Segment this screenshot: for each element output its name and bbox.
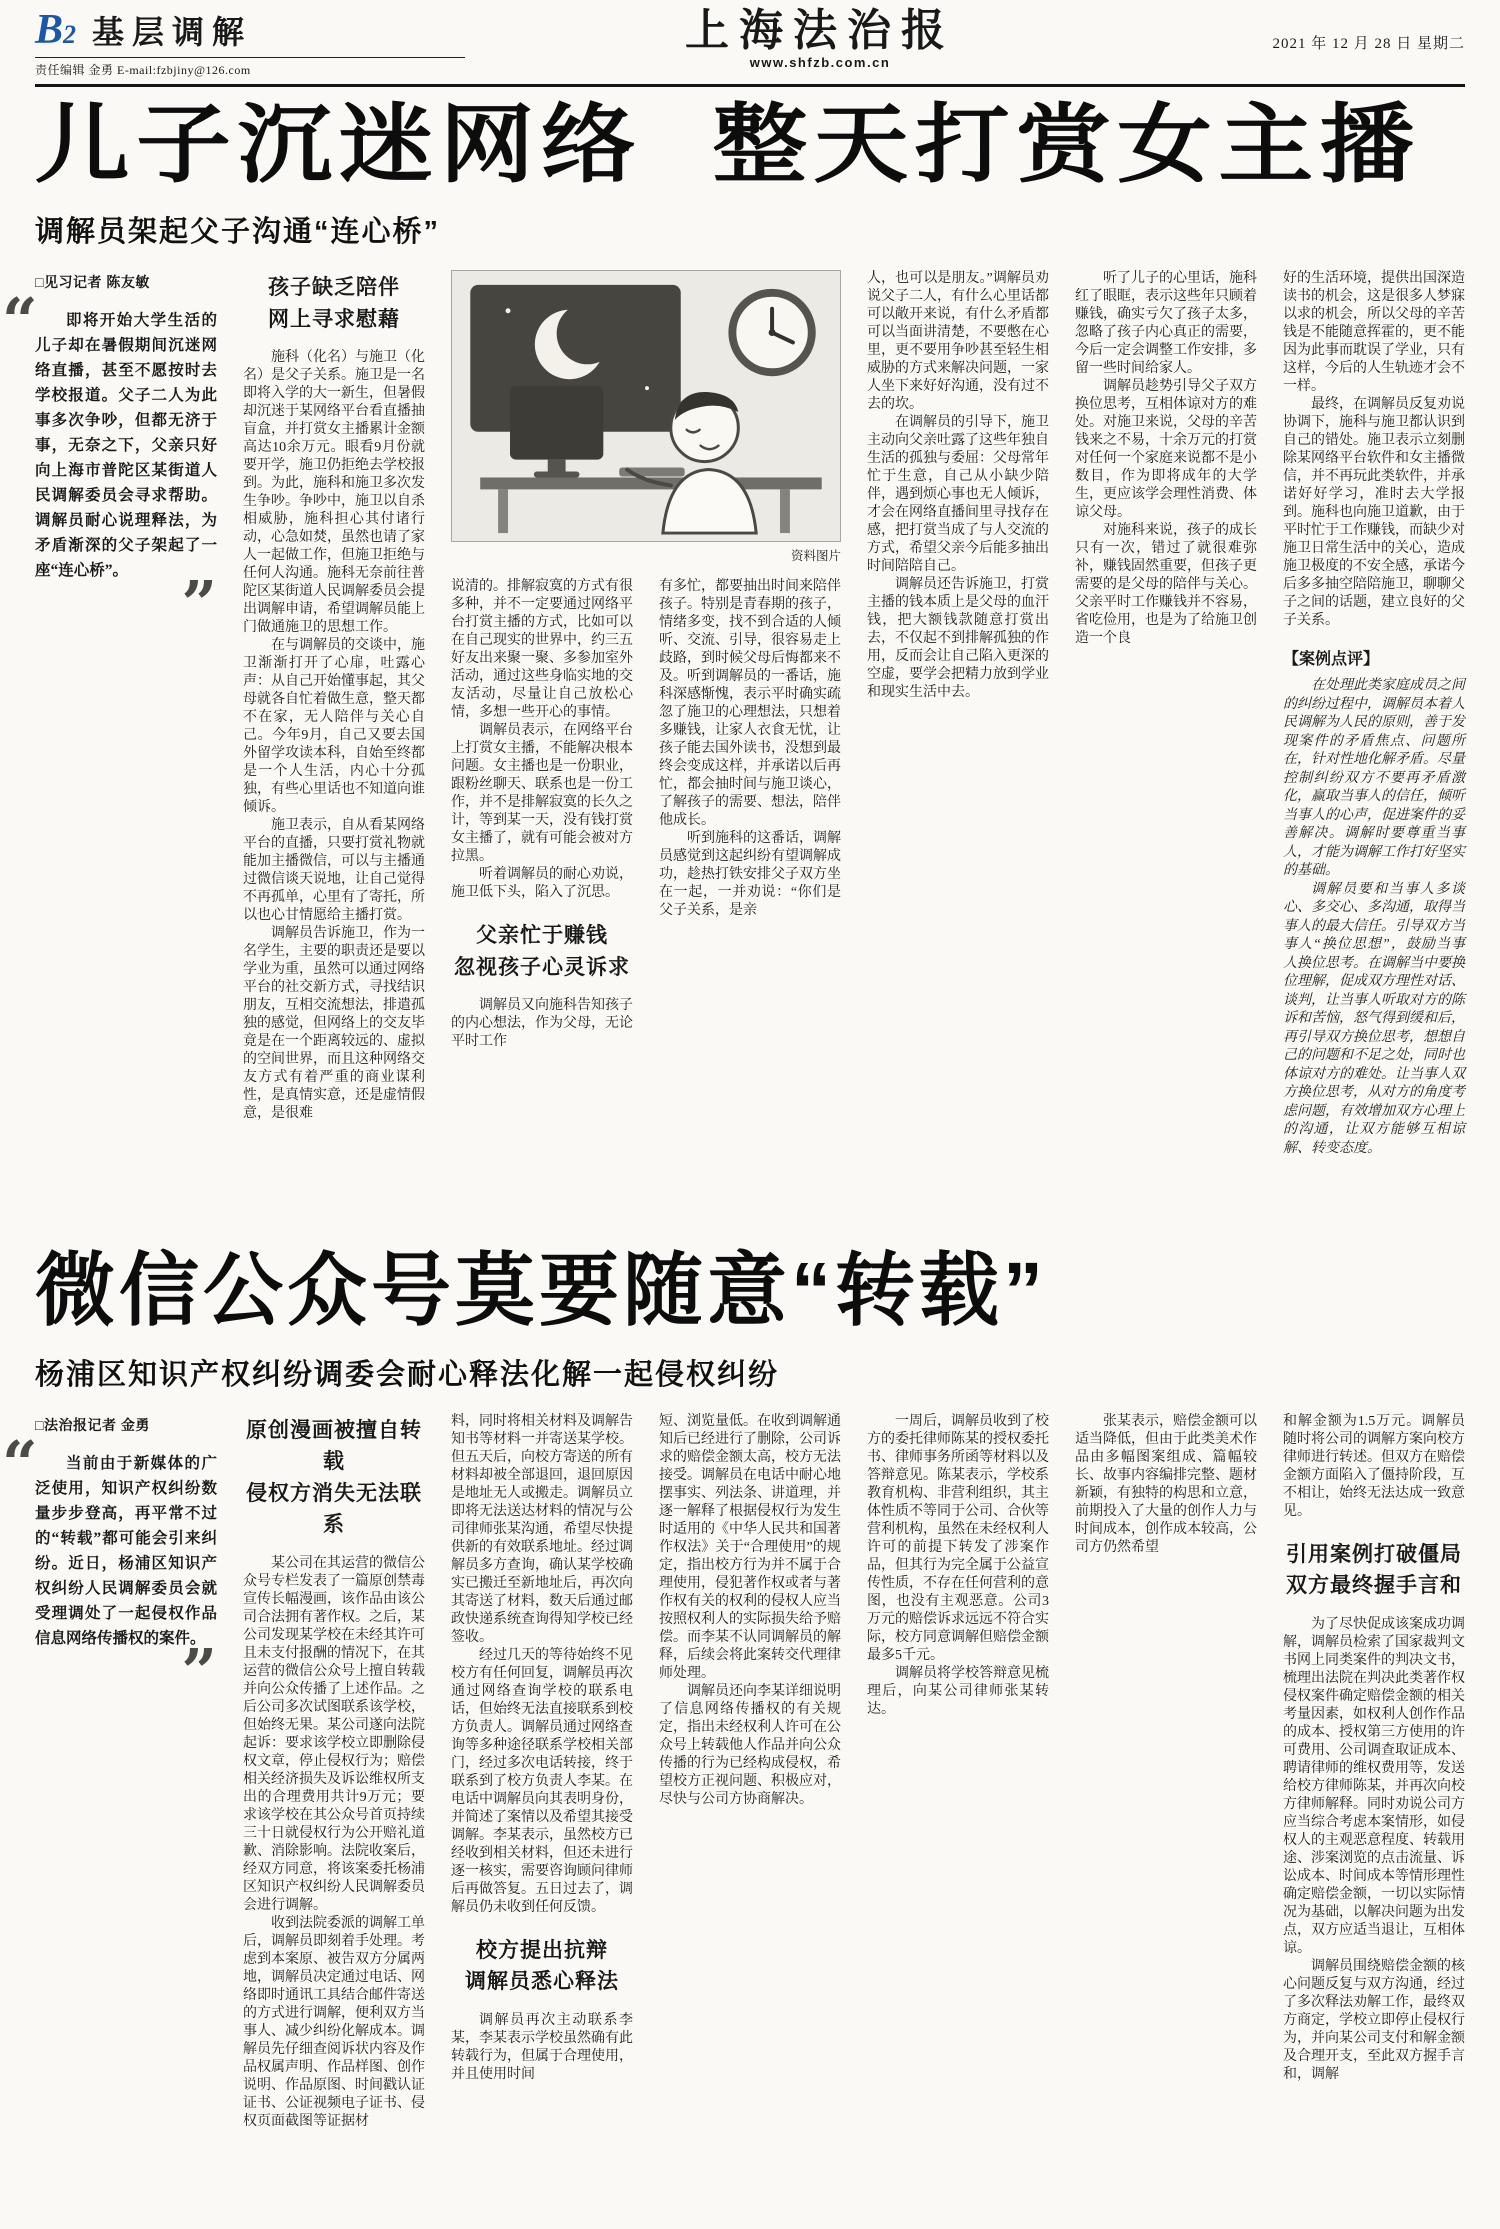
paragraph: 听了儿子的心里话，施科红了眼眶，表示这些年只顾着赚钱，确实亏欠了孩子太多，忽略了孩子内心真正的需要，今后一定会调整工作安排，多留一些时间给家人。 (1075, 271, 1257, 377)
paragraph: 某公司在其运营的微信公众号专栏发表了一篇原创禁毒宣传长幅漫画，该作品由该公司合法拥有著作权。之后，某公司发现某学校在未经其许可且未支付报酬的情况下，在其运营的微信公众号上擅自转载并向公众传播了上述作品。之后公司多次试图联系该学校，但始终无果。某公司遂向法院起诉：要求该学校立即删除侵权文章，停止侵权行为；赔偿相关经济损失及诉讼维权所支出的合理费用共计9万元；要求该学校在其公众号首页持续三十日就侵权行为公开赔礼道歉、消除影响。法院收案后，经双方同意，将该案委托杨浦区知识产权纠纷人民调解委员会进行调解。 (243, 1555, 425, 1913)
header-center-block (465, 6, 1175, 70)
paragraph: 调解员围绕赔偿金额的核心问题反复与双方沟通，经过了多次释法劝解工作，最终双方商定，学校立即停止侵权行为，并向某公司支付和解金额及合理开支，至此双方握手言和，调解 (1283, 1958, 1465, 2082)
paragraph: 在处理此类家庭成员之间的纠纷过程中，调解员本着人民调解为人民的原则，善于发现案件的矛盾焦点、问题所在，针对性地化解矛盾。尽量控制纠纷双方不要再矛盾激化，赢取当事人的信任，倾听当事人的心声，促进案件的妥善解决。调解时要尊重当事人，才能为调解工作打好坚实的基础。 (1283, 678, 1465, 879)
page-header (35, 0, 1465, 87)
paragraph: 有多忙，都要抽出时间来陪伴孩子。特别是青春期的孩子，情绪多变，找不到合适的人倾听、交流、引导，很容易走上歧路，到时候父母后悔都来不及。听到调解员的一番话，施科深感惭愧，表示平时确实疏忽了施卫的心理想法，只想着多赚钱，让家人衣食无忧，让孩子能去国外读书，没想到最终会变成这样，并承诺以后再忙，都会抽时间与施卫谈心，了解孩子的需要、想法，陪伴他成长。 (659, 579, 841, 829)
article-1-text-column-2 (243, 270, 425, 1123)
quote-open-icon: “ (2, 1426, 38, 1500)
article-1-body (2, 270, 1465, 1158)
paragraph: 短、浏览量低。在收到调解通知后已经进行了删除，公司诉求的赔偿金额太高，校方无法接受。调解员在电话中耐心地摆事实、列法条、讲道理，并逐一解释了根据侵权行为发生时适用的《中华人民共和国著作权法》关于“合理使用”的规定，指出校方行为并不属于合理使用，侵犯著作权或者与著作权有关的权利的侵权人应当按照权利人的实际损失给予赔偿。而李某不认同调解员的解释，后续会将此案转交代理律师处理。 (659, 1413, 841, 1681)
article-1-subheadline: 调解员架起父子沟通“连心桥” (35, 216, 441, 249)
article-1-lead-paragraph: 即将开始大学生活的儿子却在暑假期间沉迷网络直播，甚至不愿按时去学校报道。父子二人为此事多次争吵，但都无济于事，无奈之下，父亲只好向上海市普陀区某街道人民调解委员会寻求帮助。调解员耐心说理释法，为矛盾渐深的父子架起了一座“连心桥”。 (35, 312, 217, 580)
article-2-text-column-2 (243, 1413, 425, 2131)
article-son-livestream (2, 97, 1465, 1158)
article-1-text-column-5 (867, 270, 1049, 702)
paragraph: 调解员又向施科告知孩子的内心想法，作为父母，无论平时工作 (451, 998, 633, 1050)
paragraph: 料，同时将相关材料及调解告知书等材料一并寄送某学校。但五天后，向校方寄送的所有材料却被全部退回，退回原因是地址无人或搬走。调解员立即将无法送达材料的情况与公司律师张某沟通，希望尽快提供新的有效联系地址。经过调解员多方查询，确认某学校确实已搬迁至新地址后，再次向其寄送了材料，数天后通过邮政快递系统查询得知学校已经签收。 (451, 1413, 633, 1645)
photo-caption: 资料图片 (790, 549, 841, 564)
website-url: www.shfzb.com.cn (749, 55, 891, 71)
article-2-text-column-7 (1283, 1413, 1465, 2084)
paragraph: 调解员还向李某详细说明了信息网络传播权的有关规定，指出未经权利人许可在公众号上转载他人作品并向公众传播的行为已经构成侵权，希望校方正视问题、积极应对，尽快与公司方协商解决。 (659, 1683, 841, 1807)
cartoon-boy-at-computer (451, 270, 841, 542)
paragraph: 施卫表示，自从看某网络平台的直播，只要打赏礼物就能加主播微信，可以与主播通过微信谈天说地，让自己觉得不再孤单，心里有了寄托，所以也心甘情愿给主播打赏。 (243, 818, 425, 924)
header-left-block (35, 6, 465, 78)
paragraph: 说清的。排解寂寞的方式有很多种，并不一定要通过网络平台打赏主播的方式，比如可以在自己现实的世界中，约三五好友出来聚一聚、多参加室外活动，通过这些身临实地的交友活动，尽量让自己放松心情，多想一些开心的事情。 (451, 579, 633, 721)
article-2-lead-column (2, 1413, 217, 1708)
paragraph: 最终，在调解员反复劝说协调下，施科与施卫都认识到自己的错处。施卫表示立刻删除某网络平台软件和女主播微信，并不再玩此类软件，并承诺好好学习，准时去大学报到。施科也向施卫道歉，由于平时忙于工作赚钱，而缺少对施卫日常生活中的关心，造成施卫极度的不安全感，承诺今后多多抽空陪陪施卫，聊聊父子之间的话题，建立良好的父子关系。 (1283, 397, 1465, 629)
paragraph: 听到施科的这番话，调解员感觉到这起纠纷有望调解成功，趁热打铁安排父子双方坐在一起，一并劝说：“你们是父子关系，是亲 (659, 831, 841, 919)
article-1-lead-column (2, 270, 217, 641)
paragraph: 调解员要和当事人多谈心、多交心、多沟通，取得当事人的最大信任。引导双方当事人“换位思想”，鼓励当事人换位思考。在调解当中要换位理解，促成双方理性对话、谈判，让当事人听取对方的陈诉和苦恼，怒气得到缓和后，再引导双方换位思考，想想自己的问题和不足之处，同时也体谅对方的难处。让当事人双方换位思考，从对方的角度考虑问题，有效增加双方心理上的沟通，让双方能够互相谅解、转变态度。 (1283, 881, 1465, 1156)
article-1-headline: 儿子沉迷网络 整天打赏女主播 (35, 97, 1421, 193)
page-number (35, 6, 76, 54)
paragraph: 调解员再次主动联系李某，李某表示学校虽然确有此转载行为，但属于合理使用，并且使用时间 (451, 2012, 633, 2082)
article-2-byline: □法治报记者 金勇 (35, 1416, 150, 1433)
paragraph: 调解员告诉施卫，作为一名学生，主要的职责还是要以学业为重，虽然可以通过网络平台的社交新方式，寻找结识朋友，互相交流想法，排遣孤独的感觉，但网络上的交友毕竟是在一个距离较远的、虚拟的空间世界，而且这种网络交友方式有着严重的商业谋利性，是真情实意，还是虚情假意，是很难 (243, 926, 425, 1122)
paragraph: 调解员表示，在网络平台上打赏女主播，不能解决根本问题。女主播也是一份职业，跟粉丝聊天、联系也是一份工作，并不是排解寂寞的长久之计，等到某一天，没有钱打赏女主播了，就有可能会被对方拉黑。 (451, 723, 633, 865)
article-1-byline: □见习记者 陈友敏 (35, 274, 150, 291)
article-illustration (451, 270, 841, 564)
paragraph: 调解员还告诉施卫，打赏主播的钱本质上是父母的血汗钱，把大额钱款随意打赏出去，不仅起不到排解孤独的作用，反而会让自己陷入更深的空虚，要学会把精力放到学业和现实生活中去。 (867, 577, 1049, 701)
column-heading: 引用案例打破僵局 双方最终握手言和 (1286, 1542, 1462, 1598)
article-1-illustration-block (451, 270, 841, 1051)
star (645, 386, 649, 390)
paragraph: 听着调解员的耐心劝说，施卫低下头，陷入了沉思。 (451, 867, 633, 901)
paragraph: 在与调解员的交谈中，施卫渐渐打开了心扉，吐露心声：从自己开始懂事起，其父母就各自忙着做生意，整天都不在家，无人陪伴与关心自己。今年9月，自己又要去国外留学攻读本科，自始至终都是一个人生活，内心十分孤独，有些心里话也不知道向谁倾诉。 (243, 638, 425, 816)
quote-close-icon: ” (181, 567, 217, 641)
paragraph: 在调解员的引导下，施卫主动向父亲吐露了这些年独自生活的孤独与委屈：父母常年忙于生意，自己从小缺少陪伴，遇到烦心事也无人倾诉，才会在网络直播间里寻找存在感，把打赏当成了与人交流的方式，希望父亲今后能多抽出时间陪陪自己。 (867, 415, 1049, 575)
paragraph: 对施科来说，孩子的成长只有一次，错过了就很难弥补，赚钱固然重要，但孩子更需要的是父母的陪伴与关心。父亲平时工作赚钱并不容易，省吃俭用，也是为了给施卫创造一个良 (1075, 523, 1257, 647)
article-1-text-column-4 (659, 578, 841, 920)
paragraph: 调解员趁势引导父子双方换位思考，互相体谅对方的难处。对施卫来说，父母的辛苦钱来之不易，十余万元的打赏对任何一个家庭来说都不是小数目，作为即将成年的大学生，更应该学会理性消费、体谅父母。 (1075, 379, 1257, 521)
editor-line: 责任编辑 金勇 E-mail:fzbjiny@126.com (35, 57, 465, 78)
article-2-body (2, 1413, 1465, 2131)
article-2-text-column-5 (867, 1413, 1049, 1719)
column-heading: 校方提出抗辩 调解员悉心释法 (465, 1938, 619, 1994)
quote-open-icon: “ (2, 284, 38, 358)
article-1-text-column-6 (1075, 270, 1257, 648)
masthead: 上海法治报 (685, 5, 955, 56)
column-heading: 原创漫画被擅自转载 侵权方消失无法联系 (246, 1418, 422, 1537)
article-wechat-repost (2, 1246, 1465, 2131)
article-2-subheadline: 杨浦区知识产权纠纷调委会耐心释法化解一起侵权纠纷 (35, 1358, 780, 1391)
paragraph: 一周后，调解员收到了校方的委托律师陈某的授权委托书、律师事务所函等材料以及答辩意见。陈某表示，学校系教育机构、非营利组织，其主体性质不等同于公司、合伙等营利机构，虽然在未经权利人许可的前提下转发了涉案作品，但其行为完全属于公益宣传性质，不存在任何营利的意图，也没有主观恶意。公司3万元的赔偿诉求远远不符合实际，校方同意调解但赔偿金额最多5千元。 (867, 1413, 1049, 1663)
article-2-lead-paragraph: 当前由于新媒体的广泛使用，知识产权纠纷数量步步登高，再平常不过的“转载”都可能会引来纠纷。近日，杨浦区知识产权纠纷人民调解委员会就受理调处了一起侵权作品信息网络传播权的案件。 (35, 1454, 217, 1647)
case-comment-label: 【案例点评】 (1283, 651, 1380, 669)
publication-date: 2021 年 12 月 28 日 星期二 (1272, 35, 1465, 52)
article-2-text-column-6 (1075, 1413, 1257, 1557)
wall-clock-icon (732, 293, 811, 372)
paragraph: 张某表示，赔偿金额可以适当降低，但由于此类美术作品由多幅图案组成、篇幅较长、故事内容编排完整、题材新颖，有独特的构思和立意，前期投入了大量的创作人力与时间成本，创作成本较高，公司方仍然希望 (1075, 1413, 1257, 1555)
column-heading: 孩子缺乏陪伴 网上寻求慰藉 (268, 276, 400, 331)
paragraph: 好的生活环境，提供出国深造读书的机会，这是很多人梦寐以求的机会，所以父母的辛苦钱是不能随意挥霍的，更不能因为此事而耽误了学业，只有这样，今后的人生轨迹才会不一样。 (1283, 271, 1465, 395)
column-heading: 父亲忙于赚钱 忽视孩子心灵诉求 (454, 924, 630, 979)
page-number-letter: B (35, 7, 64, 53)
paragraph: 人，也可以是朋友。”调解员劝说父子二人，有什么心里话都可以敞开来说，有什么矛盾都可以当面讲清楚，不要憋在心里，更不要用争吵甚至轻生相威胁的方式来解决问题，一家人坐下来好好沟通，没有过不去的坎。 (867, 271, 1049, 413)
star (506, 309, 511, 314)
paragraph: 施科（化名）与施卫（化名）是父子关系。施卫是一名即将入学的大一新生，但暑假却沉迷于某网络平台看直播抽盲盒，并打赏女主播累计金额高达10余万元。眼看9月份就要开学，施卫仍拒绝去学校报到。为此，施科和施卫多次发生争吵。争吵中，施卫以自杀相威胁，施科担心其付诸行动，心急如焚，虽然也请了家人一起做工作，但施卫拒绝与任何人沟通。施科无奈前往普陀区某街道人民调解委员会提出调解申请，希望调解员能上门做通施卫的思想工作。 (243, 350, 425, 636)
article-1-text-column-3 (451, 578, 633, 1051)
quote-close-icon: ” (181, 1634, 217, 1708)
article-2-text-column-3 (451, 1413, 633, 2084)
paragraph: 为了尽快促成该案成功调解，调解员检索了国家裁判文书网上同类案件的判决文书，梳理出法院在判决此类著作权侵权案件确定赔偿金额的相关考量因素，如权利人创作作品的成本、授权第三方使用的许可费用、公司调查取证成本、聘请律师的维权费用等，发送给校方律师陈某，并再次向校方律师解释。同时劝说公司方应当综合考虑本案情形，如侵权人的主观恶意程度、转载用途、涉案浏览的点击流量、诉讼成本、时间成本等情形理性确定赔偿金额，一切以实际情况为基础，以解决问题为出发点，双方应适当退让，互相体谅。 (1283, 1616, 1465, 1956)
paragraph: 和解金额为1.5万元。调解员随时将公司的调解方案向校方律师进行转述。但双方在赔偿金额方面陷入了僵持阶段，互不相让，始终无法达成一致意见。 (1283, 1413, 1465, 1519)
paragraph: 收到法院委派的调解工单后，调解员即刻着手处理。考虑到本案原、被告双方分属两地，调解员决定通过电话、网络即时通讯工具结合邮件寄送的方式进行调解，便利双方当事人、减少纠纷化解成本。调解员先仔细查阅诉状内容及作品权属声明、作品样图、创作说明、作品原图、时间戳认证证书、公证视频电子证书、侵权页面截图等证据材 (243, 1915, 425, 2129)
under-image-columns (451, 578, 841, 1051)
article-2-headline: 微信公众号莫要随意“转载” (35, 1246, 1047, 1336)
article-1-text-column-7 (1283, 270, 1465, 1158)
article-2-text-column-4 (659, 1413, 841, 1809)
paragraph: 经过几天的等待始终不见校方有任何回复，调解员再次通过网络查询学校的联系电话，但始终无法直接联系到校方负责人。调解员通过网络查询等多种途径联系学校相关部门，经过多次电话转接，终于联系到了校方负责人李某。在电话中调解员向其表明身份，并简述了案情以及希望其接受调解。李某表示，虽然校方已经收到相关材料，但还未进行逐一核实，需要咨询顾问律师后再做答复。五日过去了，调解员仍未收到任何反馈。 (451, 1647, 633, 1915)
page-number-digit: 2 (63, 20, 77, 49)
paragraph: 调解员将学校答辩意见梳理后，向某公司律师张某转达。 (867, 1665, 1049, 1717)
section-title: 基层调解 (92, 14, 253, 50)
